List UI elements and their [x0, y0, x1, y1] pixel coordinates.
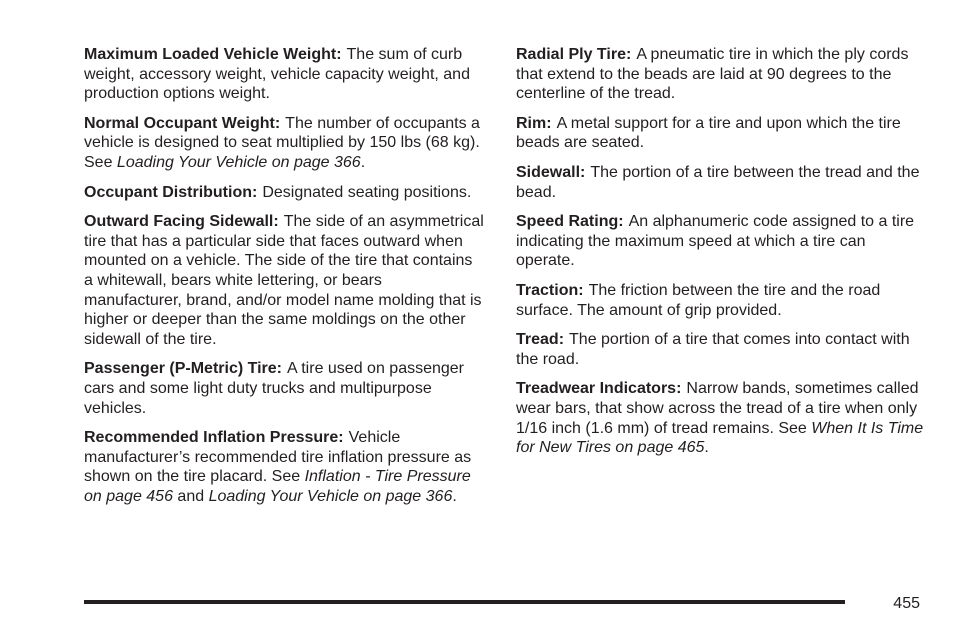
glossary-entry — [516, 45, 926, 104]
right-column — [516, 45, 926, 468]
glossary-entry — [84, 114, 484, 173]
definition-text: . — [452, 487, 457, 505]
cross-reference: When It Is Time for New Tires on page 465 — [516, 419, 924, 457]
definition-text: An alphanumeric code assigned to a tire indicating the maximum speed at which a tire can operate. — [516, 213, 915, 270]
glossary-term: Tread: — [516, 331, 565, 349]
definition-text: A tire used on passenger cars and some light duty trucks and multipurpose vehicles. — [84, 360, 465, 417]
definition-text: A metal support for a tire and upon which the tire beads are seated. — [516, 114, 901, 152]
definition-text: A pneumatic tire in which the ply cords that extend to the beads are laid at 90 degrees to the centerline of the tread. — [516, 46, 909, 103]
glossary-entry — [84, 183, 484, 203]
glossary-entry — [516, 379, 926, 457]
definition-text: The portion of a tire that comes into contact with the road. — [516, 331, 910, 368]
glossary-entry — [84, 212, 484, 349]
definition-text: and — [172, 487, 209, 505]
left-column — [84, 45, 484, 516]
definition-text: The friction between the tire and the road surface. The amount of grip provided. — [516, 281, 881, 319]
glossary-term: Outward Facing Sidewall: — [84, 213, 279, 231]
definition-text: Designated seating positions. — [262, 183, 472, 201]
glossary-term: Sidewall: — [516, 163, 586, 181]
glossary-entry — [516, 114, 926, 153]
definition-text: Narrow bands, sometimes called wear bars, that show across the tread of a tire when only 1/16 inch (1.6 mm) of tread remains. See — [516, 380, 919, 437]
glossary-term: Maximum Loaded Vehicle Weight: — [84, 46, 342, 63]
definition-text: The portion of a tire between the tread and the bead. — [516, 163, 920, 201]
footer-rule — [84, 600, 845, 604]
glossary-entry — [516, 163, 926, 202]
glossary-entry — [84, 45, 484, 104]
definition-text: Vehicle manufacturer’s recommended tire inflation pressure as shown on the tire placard. See — [84, 429, 472, 486]
definition-text: The sum of curb weight, accessory weight, vehicle capacity weight, and production options weight. — [84, 46, 470, 103]
definition-text: The side of an asymmetrical tire that has a particular side that faces outward when mounted on a vehicle. The side of the tire that contains a whitewall, bears white lettering, or bears manufacturer, brand, and/or model name molding that is higher or deeper than the same moldings on the other sidewall of the tire. — [84, 213, 484, 348]
cross-reference: Loading Your Vehicle on page 366 — [116, 153, 361, 171]
glossary-term: Recommended Inflation Pressure: — [84, 429, 344, 447]
glossary-term: Occupant Distribution: — [84, 183, 258, 201]
glossary-entry — [84, 359, 484, 418]
glossary-term: Speed Rating: — [516, 213, 624, 231]
cross-reference: Inflation - Tire Pressure on page 456 — [84, 468, 471, 505]
glossary-term: Passenger (P-Metric) Tire: — [84, 360, 282, 378]
glossary-entry — [84, 428, 484, 506]
glossary-term: Rim: — [516, 114, 552, 132]
definition-text: . — [704, 439, 709, 457]
page-number: 455 — [893, 595, 920, 612]
glossary-entry — [516, 281, 926, 320]
definition-text: The number of occupants a vehicle is designed to seat multiplied by 150 lbs (68 kg). See — [84, 114, 480, 171]
glossary-term: Normal Occupant Weight: — [84, 114, 281, 132]
glossary-entry — [516, 330, 926, 369]
definition-text: . — [360, 153, 366, 171]
glossary-term: Traction: — [516, 281, 584, 299]
glossary-term: Treadwear Indicators: — [516, 380, 682, 398]
glossary-entry — [516, 212, 926, 271]
glossary-term: Radial Ply Tire: — [516, 46, 632, 63]
cross-reference: Loading Your Vehicle on page 366 — [208, 487, 453, 505]
